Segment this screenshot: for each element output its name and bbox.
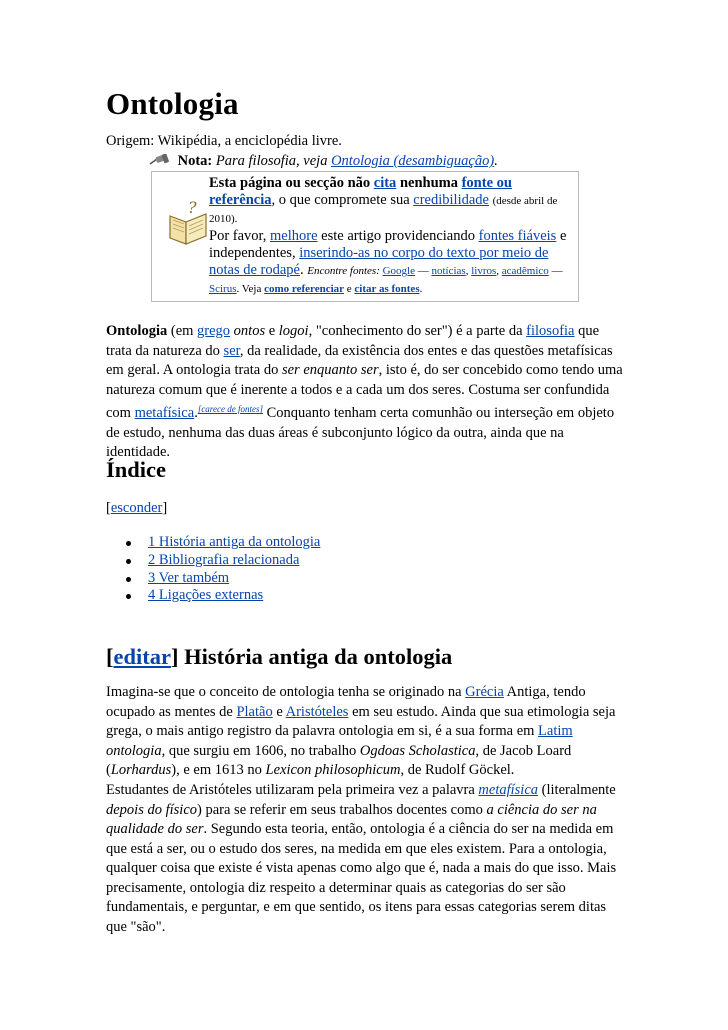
link-fonte-referencia[interactable]: fonte ou referência [209,175,512,208]
page-title: Ontologia [106,86,239,121]
origin-line: Origem: Wikipédia, a enciclopédia livre. [106,133,342,149]
citation-needed-text: Esta página ou secção não cita nenhuma fonte ou referência, o que compromete sua credibilidade (desde abril de 2010). Por favor, melhore este artigo providenciando fontes fiáveis e independentes, inserindo-as no corpo do texto por meio de notas de rodapé. Encontre fontes: Google — notícias, livros, acadêmico — Scirus. Veja como referenciar e citar as fontes. [209,175,567,295]
toc-link-historia[interactable]: 1 História antiga da ontologia [148,534,321,550]
link-inserindo-notas[interactable]: inserindo-as no corpo do texto por meio de notas de rodapé [209,245,549,278]
link-livros[interactable]: livros [471,265,497,277]
link-filosofia[interactable]: filosofia [526,323,575,339]
edit-section-link[interactable]: editar [113,644,171,669]
link-academico[interactable]: acadêmico [501,265,549,277]
toc-item [106,570,320,588]
link-ser[interactable]: ser [223,342,240,359]
hatnote: Nota: Para filosofia, veja Ontologia (desambiguação). [148,153,498,170]
link-melhore[interactable]: melhore [270,228,318,244]
link-credibilidade[interactable]: credibilidade [413,192,489,208]
link-scirus[interactable]: Scirus [209,283,237,295]
intro-paragraph: Ontologia (em grego ontos e logoi, "conhecimento do ser") é a parte da filosofia que trata da natureza do ser, da realidade, da existência dos entes e das questões metafísicas em geral. A ontologia trata do ser enquanto ser, isto é, do ser concebido como tendo uma natureza comum que é inerente a todos e a cada um dos seres. Costuma ser confundida com metafísica.[carece de fontes] Conquanto tenham certa comunhão ou interseção em objeto de estudo, nenhuma das duas áreas é subconjunto lógico da outra, ainda que na identidade. [106,323,623,460]
toc-item [106,534,320,552]
toc-list [106,534,320,605]
link-metafisica-2[interactable]: metafísica [478,782,539,798]
toc-item [106,587,320,605]
section-heading-historia: [editar] História antiga da ontologia [106,644,453,669]
toc-link-ligacoes[interactable]: 4 Ligações externas [148,587,264,604]
link-google[interactable]: Google [382,265,415,277]
pushpin-icon [148,154,170,166]
link-cita[interactable]: cita [373,175,397,191]
svg-text:?: ? [188,198,197,217]
link-metafisica[interactable]: metafísica [134,405,195,421]
link-como-referenciar[interactable]: como referenciar [264,283,345,295]
history-paragraph-2: Estudantes de Aristóteles utilizaram pela primeira vez a palavra metafísica (literalmente depois do físico) para se referir em seus trabalhos docentes como a ciência do ser na qualidade do ser. Segundo esta teoria, então, ontologia é a ciência do ser na medida em que está a ser, ou o estudo dos seres, na medida em que eles existem. Para a ontologia, qualquer coisa que existe é vista apenas como algo que é, nada a mais do que isso. Mais precisamente, ontologia diz respeito a determinar quais as categorias do ser são fundamentais, e perguntar, e em que sentido, os itens para essas categorias serem ditas que "são". [106,782,617,935]
note-text: Para filosofia, veja [215,153,328,169]
citation-needed-box [151,171,579,302]
toc-item [106,552,320,570]
citation-needed-link[interactable]: [carece de fontes] [197,404,263,414]
link-noticias[interactable]: notícias [431,265,466,277]
link-latim[interactable]: Latim [538,723,573,739]
note-link-ontologia-desambiguacao[interactable]: Ontologia (desambiguação) [331,153,495,169]
link-grecia[interactable]: Grécia [465,684,504,700]
link-platao[interactable]: Platão [236,703,273,720]
toc-heading: Índice [106,457,167,482]
note-label: Nota: [177,153,213,169]
link-citar-fontes[interactable]: citar as fontes [354,283,420,295]
toc-link-bibliografia[interactable]: 2 Bibliografia relacionada [148,551,300,568]
book-question-icon [166,198,210,248]
toc-link-ver-tambem[interactable]: 3 Ver também [148,569,230,586]
link-grego[interactable]: grego [197,323,231,339]
link-fontes-fiaveis[interactable]: fontes fiáveis [478,228,557,244]
toc-hide-link[interactable]: esconder [110,500,163,516]
link-aristoteles[interactable]: Aristóteles [285,703,349,720]
toc-toggle: [esconder] [106,500,168,516]
history-paragraph-1: Imagina-se que o conceito de ontologia tenha se originado na Grécia Antiga, tendo ocupado as mentes de Platão e Aristóteles em seu estudo. Ainda que sua etimologia seja grega, o mais antigo registro da palavra ontologia em si, é a sua forma em Latim ontologia, que surgiu em 1606, no trabalho Ogdoas Scholastica, de Jacob Loard (Lorhardus), e em 1613 no Lexicon philosophicum, de Rudolf Göckel. [106,684,616,778]
